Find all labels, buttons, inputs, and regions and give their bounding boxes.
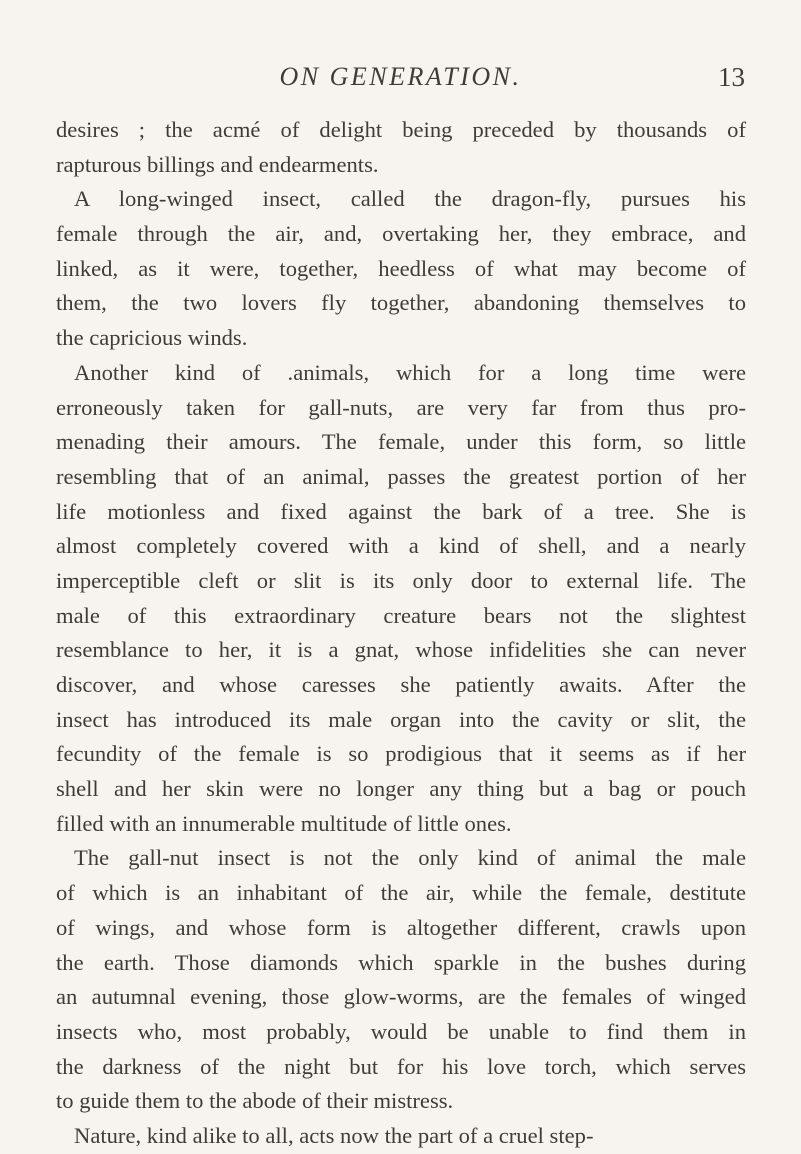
text-line: filled with an innumerable multitude of little ones. xyxy=(56,810,512,836)
text-line: to guide them to the abode of their mistress. xyxy=(56,1088,454,1114)
text-line: of which is an inhabitant of the air, while the female, destitute xyxy=(56,880,746,906)
text-line: of wings, and whose form is altogether different, crawls upon xyxy=(56,914,746,940)
paragraph-first-line: A long-winged insect, called the dragon-fly, pursues his xyxy=(74,186,746,212)
text-line: the darkness of the night but for his love torch, which serves xyxy=(56,1053,746,1079)
running-head xyxy=(0,62,801,102)
text-line: imperceptible cleft or slit is its only door to external life. The xyxy=(56,567,746,593)
body-text xyxy=(56,113,746,1154)
text-line: male of this extraordinary creature bears not the slightest xyxy=(56,602,746,628)
text-line: menading their amours. The female, under this form, so little xyxy=(56,429,746,455)
page-number: 13 xyxy=(718,62,745,92)
text-line: insect has introduced its male organ into the cavity or slit, the xyxy=(56,706,746,732)
text-line: them, the two lovers fly together, abandoning themselves to xyxy=(56,290,746,316)
text-line: resemblance to her, it is a gnat, whose infidelities she can never xyxy=(56,637,746,663)
text-line: the earth. Those diamonds which sparkle in the bushes during xyxy=(56,949,746,975)
text-line: almost completely covered with a kind of shell, and a nearly xyxy=(56,533,746,559)
text-line: fecundity of the female is so prodigious that it seems as if her xyxy=(56,741,746,767)
text-line: resembling that of an animal, passes the greatest portion of her xyxy=(56,463,746,489)
text-line: erroneously taken for gall-nuts, are very far from thus pro- xyxy=(56,394,746,420)
text-line: life motionless and fixed against the bark of a tree. She is xyxy=(56,498,746,524)
text-line: rapturous billings and endearments. xyxy=(56,151,379,177)
paragraph-first-line: Nature, kind alike to all, acts now the part of a cruel step- xyxy=(74,1122,594,1148)
running-title: ON GENERATION. xyxy=(279,62,522,91)
text-line: female through the air, and, overtaking her, they embrace, and xyxy=(56,221,746,247)
paragraph-first-line: The gall-nut insect is not the only kind of animal the male xyxy=(74,845,746,871)
text-line: insects who, most probably, would be unable to find them in xyxy=(56,1018,746,1044)
paragraph-first-line: Another kind of .animals, which for a long time were xyxy=(74,359,746,385)
text-line: the capricious winds. xyxy=(56,325,248,351)
text-line: an autumnal evening, those glow-worms, are the females of winged xyxy=(56,984,746,1010)
text-line: linked, as it were, together, heedless of what may become of xyxy=(56,255,746,281)
text-line: discover, and whose caresses she patiently awaits. After the xyxy=(56,672,746,697)
text-line: shell and her skin were no longer any thing but a bag or pouch xyxy=(56,776,746,802)
text-line: desires ; the acmé of delight being preceded by thousands of xyxy=(56,117,746,142)
